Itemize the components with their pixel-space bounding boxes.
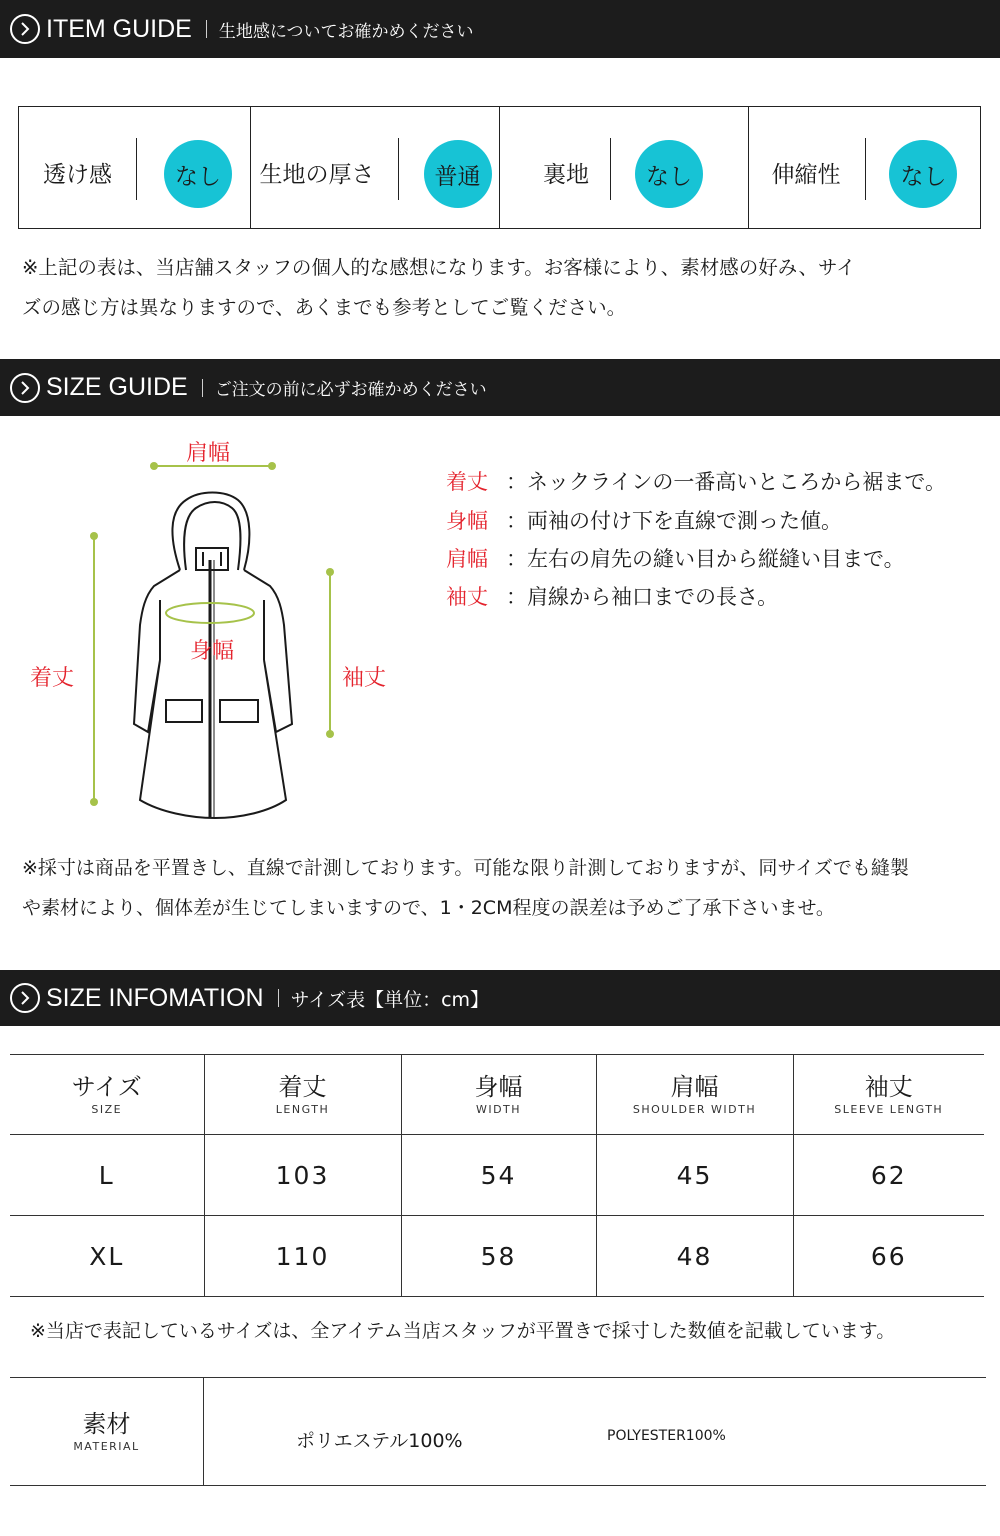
header-divider [278,989,279,1007]
measure-dot [268,462,276,470]
fabric-item-label: 裏地 [543,162,589,188]
size-guide-subtitle: ご注文の前に必ずお確かめください [214,380,487,400]
fabric-item-badge: なし [889,140,957,208]
coat-measurement-diagram [20,420,420,830]
material-row [10,1377,986,1486]
fabric-item-badge: 普通 [424,140,492,208]
fabric-item-badge: なし [164,140,232,208]
cell-divider [136,138,137,200]
measure-dot [326,730,334,738]
header-cell: サイズ SIZE [71,1072,142,1116]
width-cell: 58 [401,1216,596,1297]
diagram-label-sleeve: 袖丈 [342,666,387,691]
item-guide-title: ITEM GUIDE [46,14,192,43]
fabric-item-label: 透け感 [43,162,112,188]
note-line: ※上記の表は、当店舗スタッフの個人的な感想になります。お客様により、素材感の好み、サイ [22,256,856,279]
material-label-cell [10,1378,204,1485]
length-cell: 110 [204,1216,401,1297]
fabric-item-thickness [251,107,500,228]
material-label-jp: 素材 [82,1409,131,1438]
note-line: や素材により、個体差が生じてしまいますので、1・2CM程度の誤差は予めご了承下さいませ。 [22,897,835,919]
header-divider [202,379,203,397]
measure-dot [90,798,98,806]
size-info-header [0,970,1000,1026]
fabric-feel-table [18,106,981,229]
definition-width [446,505,842,535]
measure-dot [150,462,158,470]
size-info-note: ※当店で表記しているサイズは、全アイテム当店スタッフが平置きで採寸した数値を記載しています。 [30,1320,896,1342]
fabric-item-stretch [749,107,980,228]
size-table-header-row [10,1055,984,1135]
size-info-subtitle: サイズ表【単位：cm】 [290,988,490,1011]
shoulder-cell: 48 [596,1216,793,1297]
fabric-item-label: 生地の厚さ [259,162,375,188]
definition-shoulder [446,543,905,573]
definition-text: ：肩線から袖口までの長さ。 [506,585,779,609]
note-line: ズの感じ方は異なりますので、あくまでも参考としてご覧ください。 [22,296,627,319]
measure-dot [90,532,98,540]
length-cell: 103 [204,1135,401,1216]
material-label-en: MATERIAL [73,1439,140,1453]
collar [196,548,228,570]
cell-divider [610,138,611,200]
diagram-label-width: 身幅 [190,639,235,664]
item-guide-subtitle: 生地感についてお確かめください [218,21,474,42]
size-table [10,1054,984,1297]
chevron-right-icon [10,983,40,1013]
size-guide-header [0,359,1000,416]
sleeve-cell: 62 [793,1135,984,1216]
coat-body-outline [134,570,292,818]
header-cell: 肩幅 SHOULDER WIDTH [596,1055,793,1135]
fabric-item-label: 伸縮性 [771,162,841,188]
size-guide-title: SIZE GUIDE [46,373,188,401]
diagram-label-shoulder: 肩幅 [186,441,231,466]
table-row [10,1216,984,1297]
measure-dot [326,568,334,576]
definition-text: ：ネックラインの一番高いところから裾まで。 [506,470,946,494]
size-guide-note [22,848,909,928]
definition-text: ：左右の肩先の縫い目から縦縫い目まで。 [506,547,905,571]
definition-length [446,466,946,496]
table-row [10,1135,984,1216]
diagram-label-length: 着丈 [30,666,75,691]
material-value-en: POLYESTER100% [607,1428,726,1444]
header-cell: 袖丈 SLEEVE LENGTH [793,1055,984,1135]
left-pocket [166,700,202,722]
definition-text: ：両袖の付け下を直線で測った値。 [506,509,842,533]
definition-key: 肩幅 [446,547,488,571]
cell-divider [398,138,399,200]
fabric-item-transparency [19,107,251,228]
header-cell: 身幅 WIDTH [401,1055,596,1135]
definition-key: 袖丈 [446,585,488,609]
definition-key: 身幅 [446,509,488,533]
sleeve-cell: 66 [793,1216,984,1297]
shoulder-cell: 45 [596,1135,793,1216]
definition-sleeve [446,581,778,611]
width-cell: 54 [401,1135,596,1216]
material-value-jp: ポリエステル100% [296,1430,463,1452]
header-divider [206,20,207,38]
size-info-title: SIZE INFOMATION [46,983,264,1012]
size-cell: L [98,1160,115,1190]
header-cell: 着丈 LENGTH [204,1055,401,1135]
chevron-right-icon [10,14,40,44]
chevron-right-icon [10,373,40,403]
cell-divider [865,138,866,200]
item-guide-note [22,248,856,328]
item-guide-header [0,0,1000,58]
size-cell: XL [89,1241,125,1271]
note-line: ※採寸は商品を平置きし、直線で計測しております。可能な限り計測しておりますが、同サイズでも縫製 [22,857,909,879]
right-pocket [220,700,258,722]
fabric-item-badge: なし [635,140,703,208]
fabric-item-lining [500,107,749,228]
definition-key: 着丈 [446,470,488,494]
